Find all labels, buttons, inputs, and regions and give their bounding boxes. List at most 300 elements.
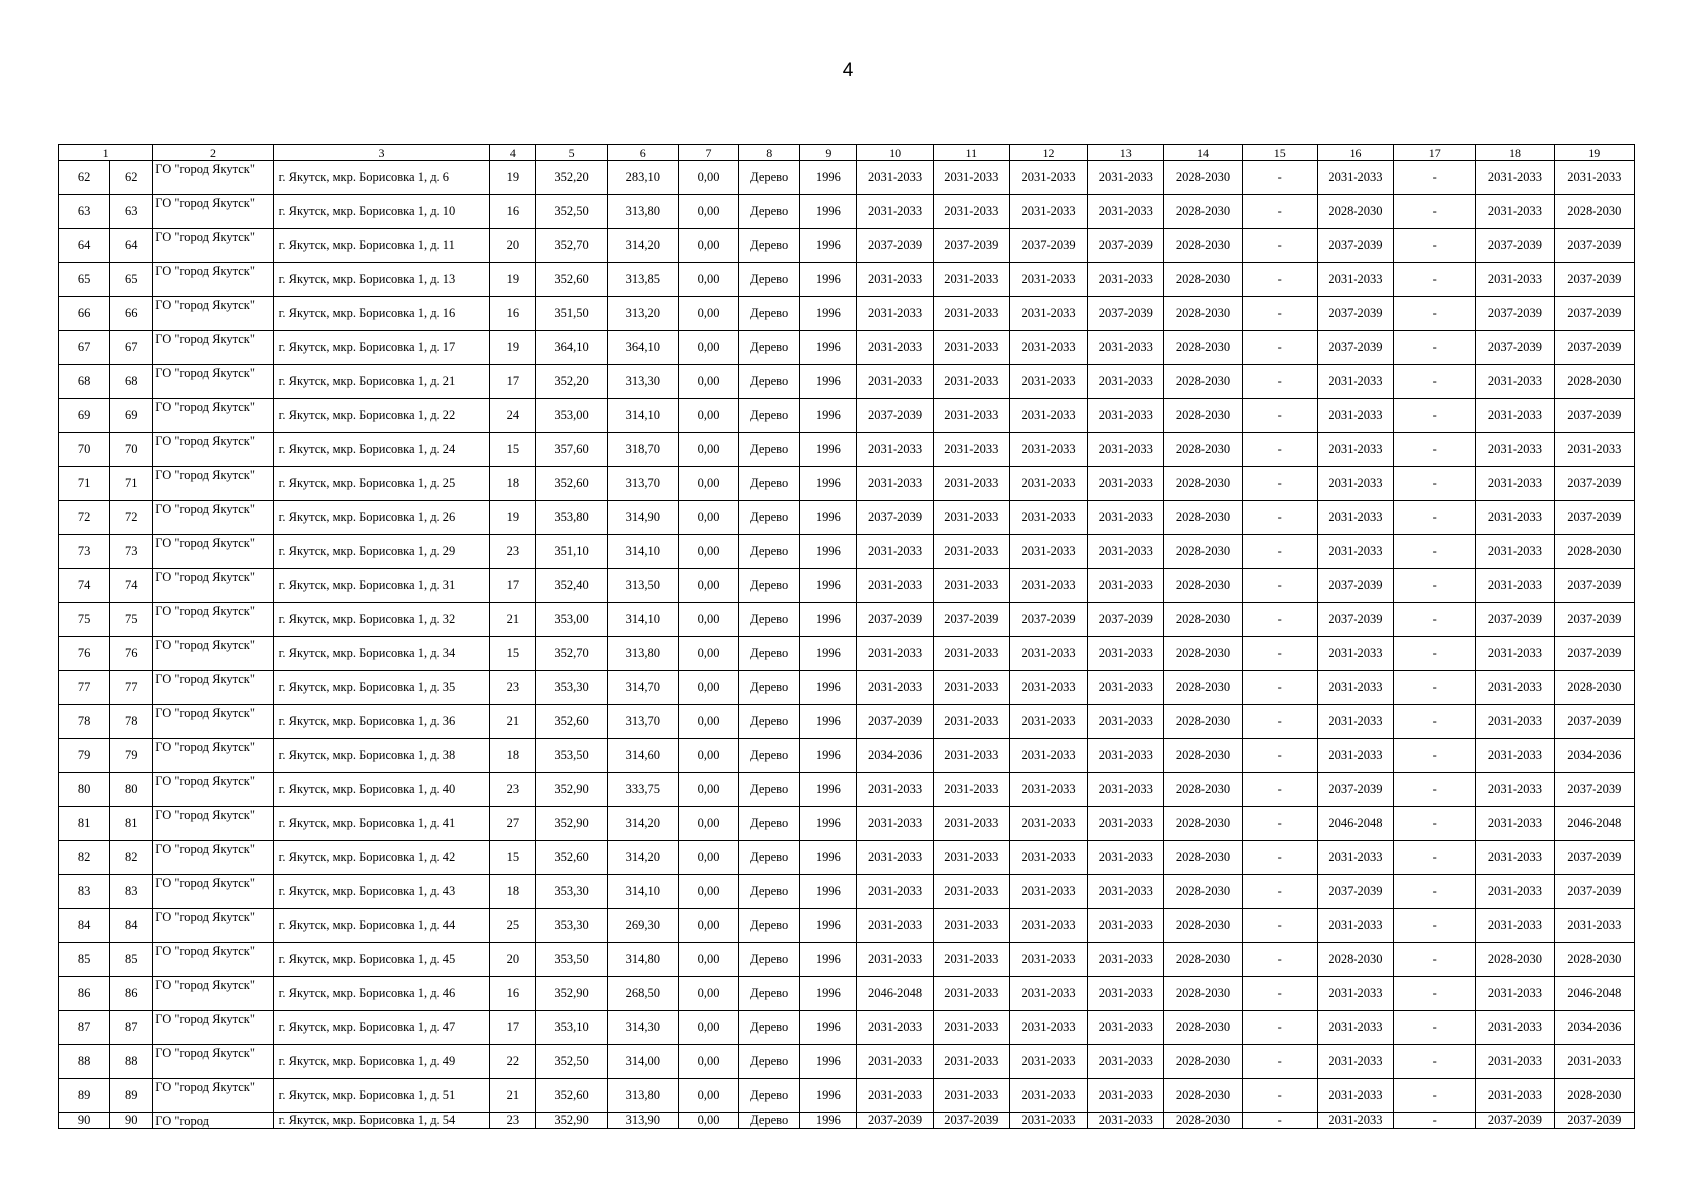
value-cell-col-5: 352,70 [536,637,607,671]
material-cell: Дерево [739,1079,800,1113]
value-cell-col-7: 0,00 [678,161,738,195]
value-cell-col-19: 2031-2033 [1554,1045,1634,1079]
address-cell: г. Якутск, мкр. Борисовка 1, д. 22 [273,399,490,433]
owner-cell: ГО "город [153,1113,273,1129]
value-cell-col-7: 0,00 [678,1011,738,1045]
row-number-cell: 76 [59,637,110,671]
table-row [59,433,1635,467]
value-cell-col-16: 2037-2039 [1317,297,1393,331]
table-row [59,263,1635,297]
value-cell-col-17: - [1394,943,1476,977]
value-cell-col-15: - [1242,671,1317,705]
year-cell: 1996 [800,365,857,399]
address-cell: г. Якутск, мкр. Борисовка 1, д. 10 [273,195,490,229]
owner-cell: ГО "город Якутск" [153,603,273,637]
value-cell-col-10: 2031-2033 [857,1079,933,1113]
header-cell: 8 [739,145,800,161]
value-cell-col-5: 352,90 [536,807,607,841]
owner-cell: ГО "город Якутск" [153,1079,273,1113]
material-cell: Дерево [739,433,800,467]
table-row [59,331,1635,365]
value-cell-col-4: 23 [490,773,536,807]
owner-cell: ГО "город Якутск" [153,263,273,297]
material-cell: Дерево [739,229,800,263]
table-row [59,739,1635,773]
value-cell-col-11: 2031-2033 [933,637,1009,671]
value-cell-col-13: 2031-2033 [1088,263,1164,297]
register-table [58,144,1635,1129]
value-cell-col-4: 17 [490,569,536,603]
owner-cell: ГО "город Якутск" [153,705,273,739]
header-cell: 19 [1554,145,1634,161]
material-cell: Дерево [739,637,800,671]
value-cell-col-17: - [1394,603,1476,637]
value-cell-col-19: 2037-2039 [1554,467,1634,501]
value-cell-col-11: 2031-2033 [933,433,1009,467]
owner-cell: ГО "город Якутск" [153,229,273,263]
value-cell-col-10: 2037-2039 [857,229,933,263]
value-cell-col-10: 2037-2039 [857,705,933,739]
value-cell-col-14: 2028-2030 [1164,433,1242,467]
value-cell-col-18: 2031-2033 [1476,1079,1554,1113]
value-cell-col-7: 0,00 [678,977,738,1011]
table-row [59,637,1635,671]
value-cell-col-14: 2028-2030 [1164,535,1242,569]
value-cell-col-19: 2034-2036 [1554,739,1634,773]
header-cell: 11 [933,145,1009,161]
value-cell-col-5: 353,50 [536,739,607,773]
year-cell: 1996 [800,909,857,943]
owner-cell: ГО "город Якутск" [153,875,273,909]
value-cell-col-7: 0,00 [678,195,738,229]
value-cell-col-17: - [1394,365,1476,399]
value-cell-col-18: 2031-2033 [1476,467,1554,501]
year-cell: 1996 [800,943,857,977]
value-cell-col-18: 2031-2033 [1476,535,1554,569]
value-cell-col-5: 357,60 [536,433,607,467]
value-cell-col-12: 2031-2033 [1009,909,1087,943]
value-cell-col-14: 2028-2030 [1164,943,1242,977]
object-number-cell: 64 [110,229,153,263]
value-cell-col-14: 2028-2030 [1164,1113,1242,1129]
material-cell: Дерево [739,297,800,331]
address-cell: г. Якутск, мкр. Борисовка 1, д. 32 [273,603,490,637]
value-cell-col-12: 2031-2033 [1009,331,1087,365]
value-cell-col-19: 2037-2039 [1554,875,1634,909]
value-cell-col-17: - [1394,331,1476,365]
header-cell: 17 [1394,145,1476,161]
value-cell-col-6: 269,30 [607,909,678,943]
value-cell-col-15: - [1242,569,1317,603]
value-cell-col-12: 2031-2033 [1009,535,1087,569]
address-cell: г. Якутск, мкр. Борисовка 1, д. 17 [273,331,490,365]
year-cell: 1996 [800,671,857,705]
value-cell-col-4: 21 [490,705,536,739]
year-cell: 1996 [800,773,857,807]
value-cell-col-10: 2031-2033 [857,161,933,195]
object-number-cell: 86 [110,977,153,1011]
value-cell-col-15: - [1242,841,1317,875]
value-cell-col-10: 2031-2033 [857,467,933,501]
table-row [59,1045,1635,1079]
year-cell: 1996 [800,1011,857,1045]
material-cell: Дерево [739,909,800,943]
value-cell-col-10: 2037-2039 [857,603,933,637]
value-cell-col-19: 2028-2030 [1554,943,1634,977]
value-cell-col-18: 2031-2033 [1476,569,1554,603]
value-cell-col-18: 2031-2033 [1476,739,1554,773]
table-row [59,195,1635,229]
value-cell-col-17: - [1394,433,1476,467]
value-cell-col-7: 0,00 [678,501,738,535]
value-cell-col-13: 2031-2033 [1088,739,1164,773]
value-cell-col-16: 2031-2033 [1317,841,1393,875]
value-cell-col-18: 2028-2030 [1476,943,1554,977]
value-cell-col-5: 352,50 [536,195,607,229]
value-cell-col-12: 2031-2033 [1009,807,1087,841]
value-cell-col-5: 352,70 [536,229,607,263]
table-row [59,841,1635,875]
value-cell-col-4: 21 [490,1079,536,1113]
value-cell-col-13: 2031-2033 [1088,841,1164,875]
value-cell-col-18: 2031-2033 [1476,1045,1554,1079]
value-cell-col-14: 2028-2030 [1164,229,1242,263]
value-cell-col-4: 18 [490,875,536,909]
year-cell: 1996 [800,807,857,841]
value-cell-col-14: 2028-2030 [1164,1045,1242,1079]
table-row [59,297,1635,331]
value-cell-col-16: 2031-2033 [1317,637,1393,671]
year-cell: 1996 [800,195,857,229]
value-cell-col-6: 283,10 [607,161,678,195]
year-cell: 1996 [800,569,857,603]
material-cell: Дерево [739,195,800,229]
object-number-cell: 74 [110,569,153,603]
object-number-cell: 75 [110,603,153,637]
value-cell-col-6: 314,60 [607,739,678,773]
value-cell-col-6: 313,50 [607,569,678,603]
owner-cell: ГО "город Якутск" [153,773,273,807]
value-cell-col-4: 23 [490,535,536,569]
value-cell-col-12: 2031-2033 [1009,875,1087,909]
value-cell-col-6: 313,85 [607,263,678,297]
value-cell-col-19: 2028-2030 [1554,195,1634,229]
table-row [59,467,1635,501]
value-cell-col-4: 15 [490,841,536,875]
material-cell: Дерево [739,807,800,841]
material-cell: Дерево [739,943,800,977]
value-cell-col-19: 2034-2036 [1554,1011,1634,1045]
value-cell-col-7: 0,00 [678,943,738,977]
value-cell-col-12: 2031-2033 [1009,365,1087,399]
value-cell-col-11: 2037-2039 [933,1113,1009,1129]
value-cell-col-7: 0,00 [678,875,738,909]
value-cell-col-6: 313,70 [607,705,678,739]
value-cell-col-6: 313,20 [607,297,678,331]
value-cell-col-16: 2031-2033 [1317,161,1393,195]
value-cell-col-16: 2028-2030 [1317,195,1393,229]
value-cell-col-11: 2031-2033 [933,909,1009,943]
address-cell: г. Якутск, мкр. Борисовка 1, д. 31 [273,569,490,603]
value-cell-col-17: - [1394,705,1476,739]
table-row [59,229,1635,263]
year-cell: 1996 [800,161,857,195]
address-cell: г. Якутск, мкр. Борисовка 1, д. 51 [273,1079,490,1113]
value-cell-col-4: 16 [490,195,536,229]
value-cell-col-18: 2037-2039 [1476,603,1554,637]
value-cell-col-11: 2031-2033 [933,977,1009,1011]
value-cell-col-7: 0,00 [678,297,738,331]
value-cell-col-12: 2031-2033 [1009,399,1087,433]
value-cell-col-4: 17 [490,365,536,399]
value-cell-col-19: 2037-2039 [1554,501,1634,535]
value-cell-col-10: 2031-2033 [857,1011,933,1045]
value-cell-col-13: 2031-2033 [1088,671,1164,705]
object-number-cell: 83 [110,875,153,909]
table-row [59,1011,1635,1045]
value-cell-col-6: 314,20 [607,229,678,263]
value-cell-col-11: 2031-2033 [933,467,1009,501]
material-cell: Дерево [739,1045,800,1079]
value-cell-col-13: 2031-2033 [1088,569,1164,603]
owner-cell: ГО "город Якутск" [153,739,273,773]
value-cell-col-11: 2031-2033 [933,297,1009,331]
value-cell-col-11: 2031-2033 [933,875,1009,909]
value-cell-col-10: 2031-2033 [857,807,933,841]
value-cell-col-14: 2028-2030 [1164,705,1242,739]
address-cell: г. Якутск, мкр. Борисовка 1, д. 49 [273,1045,490,1079]
owner-cell: ГО "город Якутск" [153,467,273,501]
table-row [59,705,1635,739]
value-cell-col-19: 2037-2039 [1554,229,1634,263]
value-cell-col-12: 2031-2033 [1009,161,1087,195]
object-number-cell: 66 [110,297,153,331]
value-cell-col-11: 2031-2033 [933,1045,1009,1079]
object-number-cell: 88 [110,1045,153,1079]
value-cell-col-15: - [1242,1045,1317,1079]
address-cell: г. Якутск, мкр. Борисовка 1, д. 16 [273,297,490,331]
value-cell-col-19: 2037-2039 [1554,569,1634,603]
value-cell-col-14: 2028-2030 [1164,161,1242,195]
value-cell-col-18: 2031-2033 [1476,195,1554,229]
value-cell-col-17: - [1394,399,1476,433]
header-cell: 12 [1009,145,1087,161]
value-cell-col-18: 2031-2033 [1476,977,1554,1011]
value-cell-col-12: 2031-2033 [1009,569,1087,603]
value-cell-col-15: - [1242,603,1317,637]
material-cell: Дерево [739,1011,800,1045]
address-cell: г. Якутск, мкр. Борисовка 1, д. 35 [273,671,490,705]
value-cell-col-11: 2031-2033 [933,773,1009,807]
address-cell: г. Якутск, мкр. Борисовка 1, д. 34 [273,637,490,671]
row-number-cell: 71 [59,467,110,501]
value-cell-col-16: 2037-2039 [1317,603,1393,637]
owner-cell: ГО "город Якутск" [153,365,273,399]
value-cell-col-11: 2031-2033 [933,569,1009,603]
value-cell-col-14: 2028-2030 [1164,1011,1242,1045]
owner-cell: ГО "город Якутск" [153,977,273,1011]
value-cell-col-16: 2031-2033 [1317,1113,1393,1129]
address-cell: г. Якутск, мкр. Борисовка 1, д. 36 [273,705,490,739]
table-row [59,1079,1635,1113]
value-cell-col-17: - [1394,161,1476,195]
value-cell-col-18: 2031-2033 [1476,875,1554,909]
owner-cell: ГО "город Якутск" [153,433,273,467]
value-cell-col-12: 2031-2033 [1009,1011,1087,1045]
owner-cell: ГО "город Якутск" [153,671,273,705]
value-cell-col-5: 352,60 [536,263,607,297]
value-cell-col-15: - [1242,1011,1317,1045]
value-cell-col-6: 313,80 [607,1079,678,1113]
value-cell-col-15: - [1242,297,1317,331]
row-number-cell: 63 [59,195,110,229]
value-cell-col-18: 2031-2033 [1476,773,1554,807]
header-cell: 7 [678,145,738,161]
value-cell-col-4: 18 [490,739,536,773]
header-cell: 2 [153,145,273,161]
value-cell-col-16: 2037-2039 [1317,331,1393,365]
value-cell-col-14: 2028-2030 [1164,671,1242,705]
value-cell-col-16: 2031-2033 [1317,399,1393,433]
value-cell-col-16: 2037-2039 [1317,569,1393,603]
value-cell-col-7: 0,00 [678,773,738,807]
value-cell-col-7: 0,00 [678,671,738,705]
value-cell-col-16: 2031-2033 [1317,739,1393,773]
value-cell-col-12: 2031-2033 [1009,501,1087,535]
value-cell-col-13: 2031-2033 [1088,1113,1164,1129]
value-cell-col-19: 2031-2033 [1554,161,1634,195]
year-cell: 1996 [800,603,857,637]
value-cell-col-13: 2031-2033 [1088,501,1164,535]
value-cell-col-16: 2031-2033 [1317,705,1393,739]
value-cell-col-15: - [1242,739,1317,773]
value-cell-col-19: 2037-2039 [1554,603,1634,637]
value-cell-col-16: 2031-2033 [1317,535,1393,569]
header-cell: 13 [1088,145,1164,161]
material-cell: Дерево [739,773,800,807]
address-cell: г. Якутск, мкр. Борисовка 1, д. 43 [273,875,490,909]
row-number-cell: 77 [59,671,110,705]
owner-cell: ГО "город Якутск" [153,195,273,229]
address-cell: г. Якутск, мкр. Борисовка 1, д. 24 [273,433,490,467]
row-number-cell: 79 [59,739,110,773]
row-number-cell: 66 [59,297,110,331]
value-cell-col-5: 364,10 [536,331,607,365]
owner-cell: ГО "город Якутск" [153,297,273,331]
value-cell-col-19: 2037-2039 [1554,399,1634,433]
value-cell-col-7: 0,00 [678,569,738,603]
value-cell-col-15: - [1242,875,1317,909]
value-cell-col-19: 2046-2048 [1554,977,1634,1011]
value-cell-col-19: 2046-2048 [1554,807,1634,841]
value-cell-col-18: 2031-2033 [1476,909,1554,943]
table-row [59,535,1635,569]
value-cell-col-10: 2031-2033 [857,671,933,705]
value-cell-col-6: 313,70 [607,467,678,501]
value-cell-col-14: 2028-2030 [1164,739,1242,773]
year-cell: 1996 [800,977,857,1011]
value-cell-col-16: 2031-2033 [1317,1079,1393,1113]
table-row [59,161,1635,195]
value-cell-col-16: 2031-2033 [1317,365,1393,399]
year-cell: 1996 [800,1113,857,1129]
table-row [59,501,1635,535]
page-number: 4 [842,60,854,81]
year-cell: 1996 [800,331,857,365]
material-cell: Дерево [739,569,800,603]
row-number-cell: 65 [59,263,110,297]
value-cell-col-13: 2031-2033 [1088,875,1164,909]
value-cell-col-7: 0,00 [678,841,738,875]
value-cell-col-4: 19 [490,161,536,195]
value-cell-col-13: 2031-2033 [1088,433,1164,467]
object-number-cell: 78 [110,705,153,739]
value-cell-col-12: 2031-2033 [1009,671,1087,705]
value-cell-col-15: - [1242,1113,1317,1129]
value-cell-col-16: 2028-2030 [1317,943,1393,977]
value-cell-col-18: 2031-2033 [1476,807,1554,841]
table-row [59,671,1635,705]
object-number-cell: 73 [110,535,153,569]
value-cell-col-11: 2031-2033 [933,535,1009,569]
value-cell-col-12: 2031-2033 [1009,1045,1087,1079]
row-number-cell: 72 [59,501,110,535]
value-cell-col-13: 2031-2033 [1088,195,1164,229]
value-cell-col-16: 2031-2033 [1317,671,1393,705]
value-cell-col-13: 2031-2033 [1088,365,1164,399]
object-number-cell: 77 [110,671,153,705]
value-cell-col-14: 2028-2030 [1164,841,1242,875]
value-cell-col-12: 2031-2033 [1009,297,1087,331]
table-row [59,1113,1635,1129]
value-cell-col-15: - [1242,501,1317,535]
value-cell-col-12: 2031-2033 [1009,433,1087,467]
value-cell-col-4: 24 [490,399,536,433]
material-cell: Дерево [739,671,800,705]
value-cell-col-17: - [1394,501,1476,535]
object-number-cell: 72 [110,501,153,535]
value-cell-col-13: 2031-2033 [1088,773,1164,807]
material-cell: Дерево [739,739,800,773]
value-cell-col-11: 2031-2033 [933,331,1009,365]
value-cell-col-15: - [1242,807,1317,841]
value-cell-col-17: - [1394,671,1476,705]
material-cell: Дерево [739,875,800,909]
row-number-cell: 73 [59,535,110,569]
value-cell-col-11: 2037-2039 [933,603,1009,637]
value-cell-col-15: - [1242,467,1317,501]
object-number-cell: 67 [110,331,153,365]
value-cell-col-7: 0,00 [678,1079,738,1113]
value-cell-col-13: 2031-2033 [1088,467,1164,501]
value-cell-col-15: - [1242,773,1317,807]
value-cell-col-12: 2037-2039 [1009,603,1087,637]
row-number-cell: 75 [59,603,110,637]
material-cell: Дерево [739,365,800,399]
value-cell-col-10: 2037-2039 [857,501,933,535]
value-cell-col-15: - [1242,637,1317,671]
table-row [59,909,1635,943]
row-number-cell: 85 [59,943,110,977]
value-cell-col-12: 2031-2033 [1009,1079,1087,1113]
row-number-cell: 78 [59,705,110,739]
value-cell-col-15: - [1242,263,1317,297]
row-number-cell: 62 [59,161,110,195]
value-cell-col-18: 2031-2033 [1476,263,1554,297]
row-number-cell: 69 [59,399,110,433]
address-cell: г. Якутск, мкр. Борисовка 1, д. 40 [273,773,490,807]
value-cell-col-7: 0,00 [678,909,738,943]
